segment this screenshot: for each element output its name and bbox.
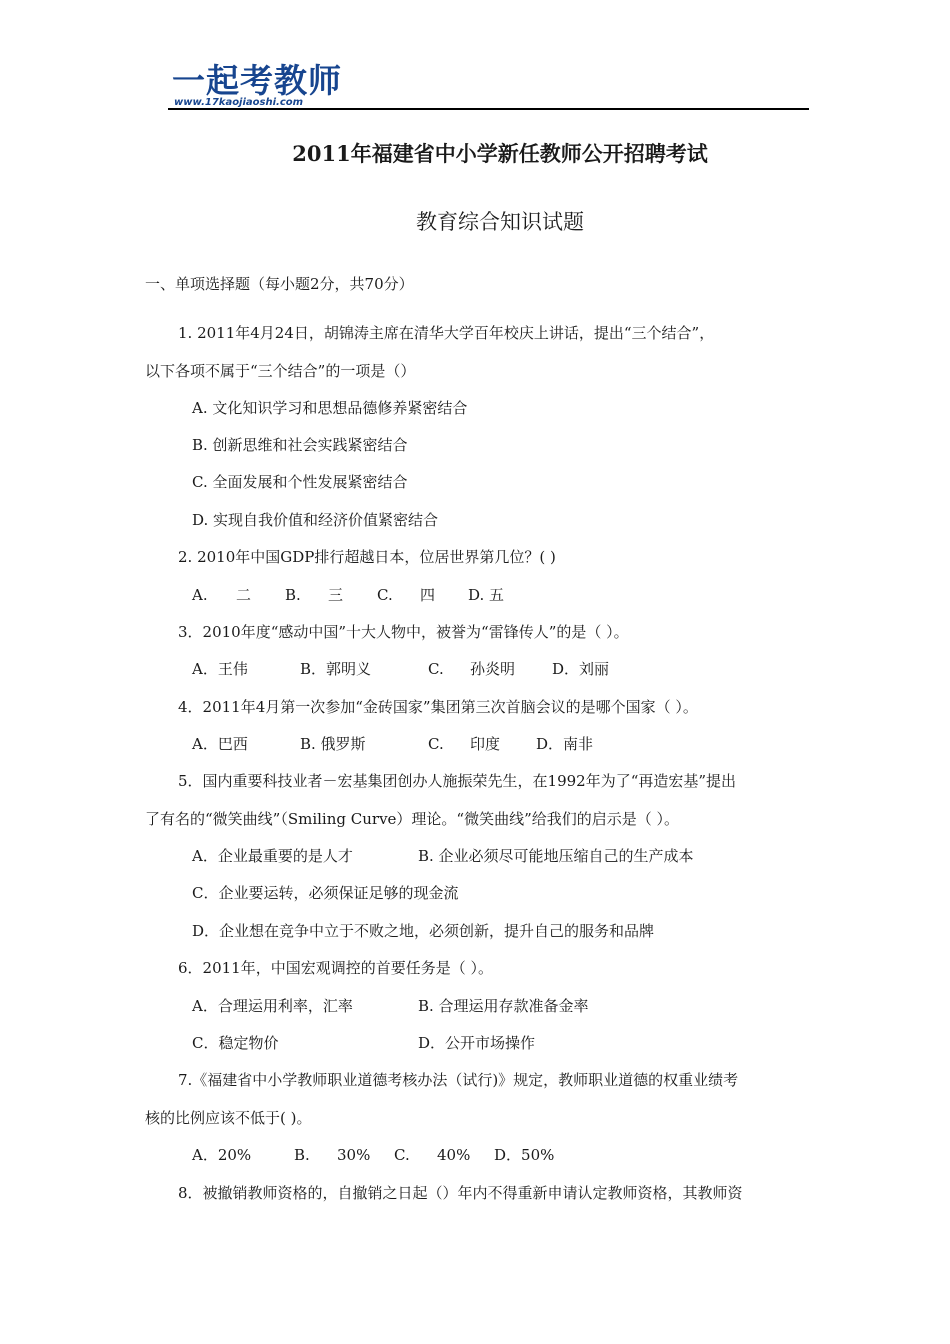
section-heading: 一、单项选择题（每小题2分，共70分） <box>145 275 414 293</box>
question-7-option-a: A．20% <box>192 1146 252 1164</box>
question-7-line-2: 核的比例应该不低于( )。 <box>145 1109 312 1127</box>
question-1-option-b: B. 创新思维和社会实践紧密结合 <box>192 436 408 454</box>
question-4-option-c-text: 印度 <box>470 735 501 753</box>
question-2-option-a-text: 二 <box>236 586 252 604</box>
question-1-option-c: C. 全面发展和个性发展紧密结合 <box>192 473 408 491</box>
question-3-option-d: D．刘丽 <box>552 660 610 678</box>
site-logo <box>172 62 342 110</box>
question-7-option-d: D．50% <box>494 1146 555 1164</box>
question-3-option-c-text: 孙炎明 <box>470 660 516 678</box>
question-2-option-d: D. 五 <box>468 586 505 604</box>
question-3-option-c-label: C. <box>428 660 444 678</box>
exam-title: 2011年福建省中小学新任教师公开招聘考试 <box>292 141 708 166</box>
question-7-option-c-label: C. <box>394 1146 410 1164</box>
question-8-line-1: 8．被撤销教师资格的，自撤销之日起（）年内不得重新申请认定教师资格，其教师资 <box>178 1184 743 1202</box>
exam-subtitle: 教育综合知识试题 <box>416 210 584 234</box>
question-5-line-1: 5．国内重要科技业者－宏基集团创办人施振荣先生，在1992年为了“再造宏基”提出 <box>178 772 737 790</box>
question-5-option-a: A．企业最重要的是人才 <box>192 847 353 865</box>
question-2-option-a-label: A. <box>192 586 208 604</box>
question-7-line-1: 7.《福建省中小学教师职业道德考核办法（试行)》规定，教师职业道德的权重业绩考 <box>178 1071 739 1089</box>
question-1-option-a: A. 文化知识学习和思想品德修养紧密结合 <box>192 399 468 417</box>
question-4-line-1: 4．2011年4月第一次参加“金砖国家”集团第三次首脑会议的是哪个国家（ ）。 <box>178 698 698 716</box>
question-2-line-1: 2. 2010年中国GDP排行超越日本，位居世界第几位？( ) <box>178 548 556 566</box>
question-3-line-1: 3．2010年度“感动中国”十大人物中，被誉为“雷锋传人”的是（ ）。 <box>178 623 629 641</box>
question-1-line-1: 1. 2011年4月24日，胡锦涛主席在清华大学百年校庆上讲话，提出“三个结合”， <box>178 324 715 342</box>
question-4-option-d: D．南非 <box>536 735 594 753</box>
question-4-option-c-label: C. <box>428 735 444 753</box>
question-5-option-d: D．企业想在竞争中立于不败之地，必须创新，提升自己的服务和品牌 <box>192 922 655 940</box>
question-6-option-d: D．公开市场操作 <box>418 1034 536 1052</box>
question-4-option-a: A．巴西 <box>192 735 248 753</box>
logo-text: 一起考教师 <box>172 61 342 100</box>
question-6-option-a: A．合理运用利率，汇率 <box>192 997 353 1015</box>
question-2-option-b-label: B. <box>285 586 301 604</box>
question-2-option-b-text: 三 <box>328 586 344 604</box>
question-5-line-2: 了有名的“微笑曲线”（Smiling Curve）理论。“微笑曲线”给我们的启示是（ ）。 <box>145 810 680 828</box>
header-rule <box>168 108 809 110</box>
question-7-option-b-label: B. <box>294 1146 310 1164</box>
question-6-option-c: C．稳定物价 <box>192 1034 279 1052</box>
question-5-option-b: B. 企业必须尽可能地压缩自己的生产成本 <box>418 847 694 865</box>
question-5-option-c: C．企业要运转，必须保证足够的现金流 <box>192 884 459 902</box>
question-4-option-b: B. 俄罗斯 <box>300 735 366 753</box>
question-7-option-b-text: 30% <box>337 1146 371 1164</box>
question-6-line-1: 6．2011年，中国宏观调控的首要任务是（ ）。 <box>178 959 493 977</box>
question-3-option-a: A．王伟 <box>192 660 248 678</box>
question-7-option-c-text: 40% <box>437 1146 471 1164</box>
question-3-option-b: B．郭明义 <box>300 660 372 678</box>
question-2-option-c-text: 四 <box>420 586 436 604</box>
question-1-option-d: D. 实现自我价值和经济价值紧密结合 <box>192 511 439 529</box>
question-2-option-c-label: C. <box>377 586 393 604</box>
question-1-line-2: 以下各项不属于“三个结合”的一项是（） <box>145 362 416 380</box>
question-6-option-b: B. 合理运用存款准备金率 <box>418 997 589 1015</box>
logo-url: www.17kaojiaoshi.com <box>174 97 304 108</box>
